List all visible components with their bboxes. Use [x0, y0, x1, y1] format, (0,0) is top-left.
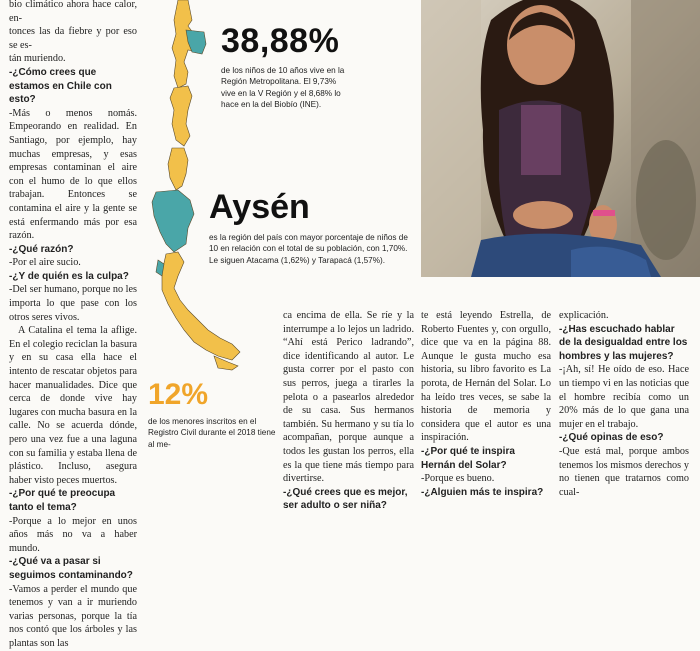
paragraph: -Más o menos nomás. Empeorando en realidad. En Santiago, por ejemplo, hay muchas empresas, y esas empresas contaminan el aire con el humo de lo que ellos trabajan. Entonces se contamina el aire y la gente se está enfermando más por esa razón.: [9, 107, 137, 242]
question: -¿Alguien más te inspira?: [421, 486, 544, 498]
paragraph: -Porque es bueno.: [421, 473, 495, 485]
question: -¿Cómo crees que estamos en Chile con esto?: [9, 66, 112, 106]
question: -¿Has escuchado hablar de la desigualdad entre los hombres y las mujeres?: [559, 323, 688, 362]
paragraph: -Por el aire sucio.: [9, 257, 81, 269]
paragraph: -Vamos a perder el mundo que tenemos y van a ir muriendo varias personas, porque la tía nos contó que los árboles y las plantas son las: [9, 583, 137, 649]
paragraph: tán muriendo.: [9, 53, 66, 65]
paragraph: -Que está mal, porque ambos tenemos los mismos derechos y no tienen que tratarnos como cual-: [559, 445, 689, 498]
question: -¿Qué va a pasar si seguimos contaminando?: [9, 556, 133, 581]
stat-region-text: es la región del país con mayor porcentaje de niños de 10 en relación con el total de su población, con 1,70%. Le siguen Atacama (1,62%) y Tarapacá (1,57%).: [209, 233, 408, 265]
question: -¿Y de quién es la culpa?: [9, 270, 129, 282]
paragraph: -Del ser humano, porque no les importa lo que pase con los otros seres vivos.: [9, 284, 137, 323]
stat-38-percent: 38,88%: [221, 22, 340, 60]
article-column-1: [9, 0, 137, 651]
paragraph: bio climático ahora hace calor, en-: [9, 0, 137, 24]
paragraph: tonces las da fiebre y por eso se es-: [9, 26, 137, 51]
map-region-aysen: [152, 190, 194, 252]
map-region-center: [168, 148, 188, 190]
question: -¿Qué razón?: [9, 243, 74, 255]
map-region-north-2: [170, 86, 192, 146]
paragraph: te está leyendo Estrella, de Roberto Fuentes y, con orgullo, dice que va en la página 88. Aunque le gusta mucho esa historia, su libro favorito es La porota, de Hernán del Solar. Lo ha leído tres veces, se sabe la historia de memoria y considera que el autor es una inspiración.: [421, 310, 551, 444]
article-column-5: [559, 309, 689, 499]
stat-12-percent-text: de los menores inscritos en el Registro Civil durante el 2018 tiene al me-: [148, 417, 276, 449]
paragraph: explicación.: [559, 310, 609, 321]
stat-38-percent-text: de los niños de 10 años vive en la Región Metropolitana. El 9,73% vive en la V Región y el 8,68% lo hace en la del Biobío (INE).: [221, 66, 345, 110]
paragraph: A Catalina el tema la aflige. En el colegio reciclan la basura y en su casa ella hace el intento de rescatar objetos para hacer manualidades. Dice que cerca de donde vive hay lugares con mucha basura en la calle. No se acuerda dónde, pero una vez fue a una laguna con su familia y estaba llena de plástico. Incluso, asegura haber visto peces muertos.: [9, 325, 137, 486]
map-region-south: [162, 252, 240, 360]
girl-photo: [421, 0, 700, 277]
article-column-3: [283, 309, 414, 513]
stat-region-name: Aysén: [209, 188, 310, 226]
stat-12-percent: 12%: [148, 378, 209, 411]
paragraph: ca encima de ella. Se ríe y la interrumpe a lo lejos un ladrido. “Ahí está Perico ladrando”, dice identificando al autor. Le gusta correr por el pasto con sus perros, juega a tirarles la pelota o a pasearlos alrededor de su casa. Sus hermanos también. Su hermano y su tía lo acompañan, porque aunque a todos les gustan los perros, ella es la que tiene más tiempo para divertirse.: [283, 310, 414, 485]
article-column-4: [421, 309, 551, 499]
question: -¿Qué opinas de eso?: [559, 432, 664, 444]
question: -¿Por qué te inspira Hernán del Solar?: [421, 445, 515, 471]
question: -¿Por qué te preocupa tanto el tema?: [9, 488, 116, 513]
paragraph: -¡Ah, sí! He oído de eso. Hace un tiempo vi en las noticias que el hombre recibía como un 20% más de lo que gana una mujer en el trabajo.: [559, 364, 689, 430]
question: -¿Qué crees que es mejor, ser adulto o ser niña?: [283, 486, 408, 512]
paragraph: -Porque a lo mejor en unos años más no va a haber mundo.: [9, 515, 137, 554]
